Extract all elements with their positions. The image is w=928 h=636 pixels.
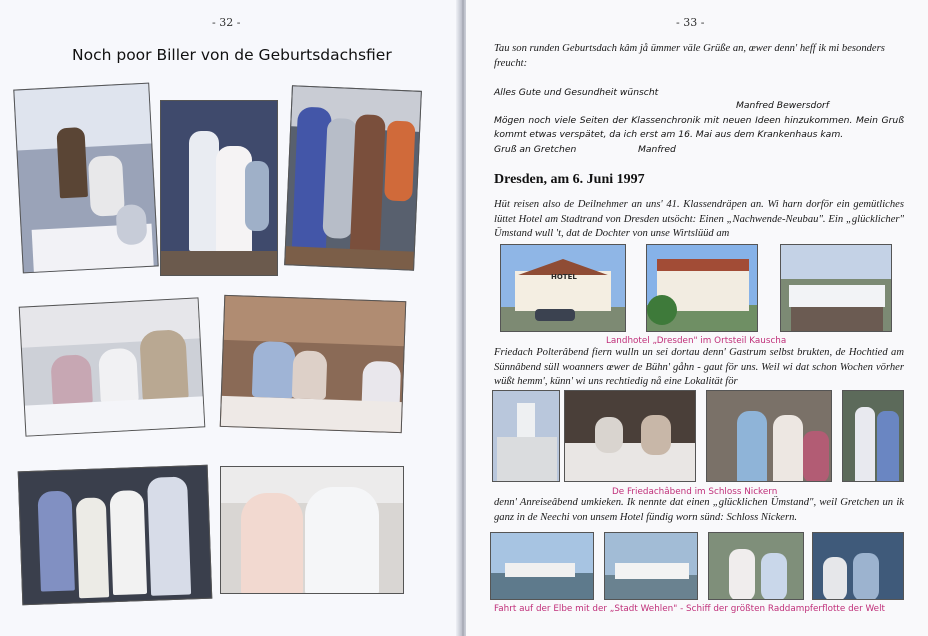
evening-photo-1 [564, 390, 696, 482]
elbe-photo-3 [708, 532, 804, 600]
hotel-photo-3 [780, 244, 892, 332]
caption-hotel: Landhotel „Dresden" im Ortsteil Kauscha [606, 336, 787, 346]
hotel-photo-2 [646, 244, 758, 332]
party-photo-7 [220, 466, 404, 594]
paragraph-3: denn' Anreiseâbend umkieken. Ik nennte dat einen „glücklichen Ümstand", weil Gretchen un ik ganz in de Neechi von unsem Hotel fündig worn sünd: Schloss Nickern. [494, 497, 904, 523]
intro-text: Tau son runden Geburtsdach kâm jå ümmer väle Grüße an, œwer denn' heff ik mi besonders freucht: [494, 43, 885, 69]
party-photo-4 [19, 297, 206, 436]
section-heading: Dresden, am 6. Juni 1997 [494, 172, 645, 187]
right-page [466, 0, 928, 636]
paragraph-1: Hüt reisen also de Deilnehmer an uns' 41. Klassendräpen an. Wi harn dorför ein gemütliches lüttet Hotel am Stadtrand von Dresden utsöcht: Einen „Nachwende-Neubau". Ein „glücklicher" Ümstand wull 't, dat de Dochter von unse Wirtslüüd am [494, 199, 904, 239]
evening-photo-2 [706, 390, 832, 482]
elbe-photo-4 [812, 532, 904, 600]
greeting-from: Manfred [638, 144, 676, 155]
page-number-right: - 33 - [676, 16, 705, 29]
castle-photo [492, 390, 560, 482]
party-photo-3 [284, 85, 422, 270]
party-photo-2 [160, 100, 278, 276]
left-page [0, 0, 462, 636]
hotel-photo-1 [500, 244, 626, 332]
elbe-photo-1 [490, 532, 594, 600]
caption-evening: De Friedachâbend im Schloss Nickern [612, 487, 778, 497]
evening-photo-3 [842, 390, 904, 482]
caption-elbe: Fahrt auf der Elbe mit der „Stadt Wehlen" - Schiff der größten Raddampferflotte der Welt [494, 604, 885, 614]
elbe-photo-2 [604, 532, 698, 600]
paragraph-2: Friedach Polterâbend fiern wulln un sei dortau denn' Gastrum selbst brukten, de Hochtied am Sünnâbend süll woanners œwer de Bühn' gåhn - gaut för uns. Weil wi dat schon Wochen vörher wüßt hemm', künn' wi uns rechtiedig nå eine Lokalität för [494, 347, 904, 387]
greeting-line: Alles Gute und Gesundheit wünscht [494, 87, 659, 98]
page-number-left: - 32 - [212, 16, 241, 29]
page-title: Noch poor Biller von de Geburtsdachsfier [72, 46, 392, 64]
greeting-body: Mögen noch viele Seiten der Klassenchronik mit neuen Ideen hinzukommen. Mein Gruß kommt etwas verspätet, da ich erst am 16. Mai aus dem Krankenhaus kam. [494, 115, 904, 140]
hotel-sign: HOTEL [551, 273, 577, 281]
greeting-signer: Manfred Bewersdorf [736, 100, 829, 111]
party-photo-6 [18, 465, 213, 606]
party-photo-1 [13, 83, 158, 274]
greeting-to: Gruß an Gretchen [494, 144, 577, 155]
party-photo-5 [220, 295, 406, 433]
